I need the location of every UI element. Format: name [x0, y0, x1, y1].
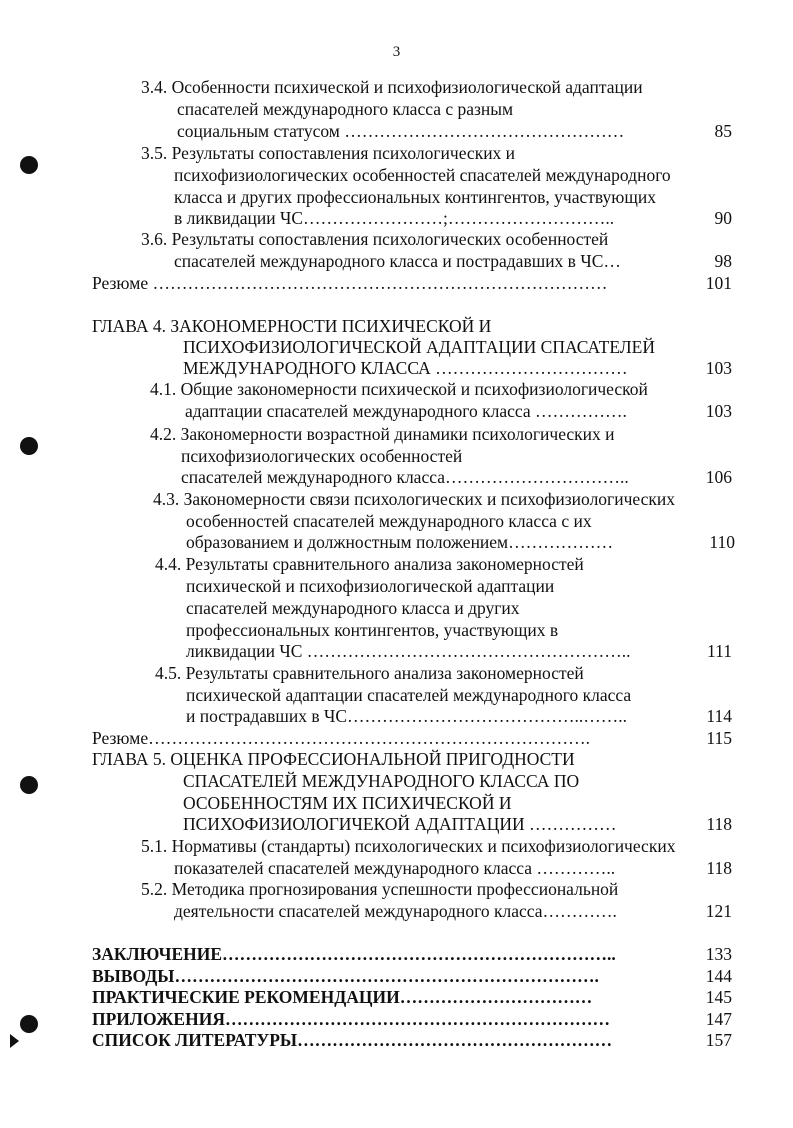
toc-entry-3-6-line-1: 3.6. Результаты сопоставления психологических особенностей	[141, 229, 609, 249]
binding-hole-partial	[10, 1034, 19, 1048]
toc-entry-recommendations: ПРАКТИЧЕСКИЕ РЕКОМЕНДАЦИИ……………………………	[92, 987, 593, 1007]
toc-chapter-4-line-2: ПСИХОФИЗИОЛОГИЧЕСКОЙ АДАПТАЦИИ СПАСАТЕЛЕЙ	[183, 337, 655, 357]
toc-chapter-4-line-1: ГЛАВА 4. ЗАКОНОМЕРНОСТИ ПСИХИЧЕСКОЙ И	[92, 316, 492, 336]
toc-entry-4-2-line-2: психофизиологических особенностей	[181, 446, 463, 466]
toc-entry-3-5-line-2: психофизиологических особенностей спасателей международного	[174, 165, 671, 185]
toc-entry-findings: ВЫВОДЫ……………………………………………………………….	[92, 966, 599, 986]
binding-hole-1	[20, 156, 38, 174]
toc-entry-3-5-line-3: класса и других профессиональных контингентов, участвующих	[174, 187, 656, 207]
toc-page-4-2: 106	[705, 467, 732, 487]
toc-entry-4-4-line-4: профессиональных контингентов, участвующих в	[186, 620, 559, 640]
toc-entry-4-4-line-5: ликвидации ЧС ………………………………………………..	[186, 641, 631, 661]
toc-entry-4-2-line-3: спасателей международного класса…………………………..	[181, 467, 629, 487]
toc-entry-3-5-line-4: в ликвидации ЧС……………………;………………………..	[174, 208, 615, 228]
toc-page-findings: 144	[705, 966, 732, 986]
toc-entry-5-2-line-1: 5.2. Методика прогнозирования успешности профессиональной	[141, 879, 619, 899]
toc-entry-5-1-line-1: 5.1. Нормативы (стандарты) психологических и психофизиологических	[141, 836, 676, 856]
toc-page-4-3: 110	[709, 532, 735, 552]
toc-chapter-5-line-4: ПСИХОФИЗИОЛОГИЧЕКОЙ АДАПТАЦИИ ……………	[183, 814, 617, 834]
toc-entry-4-5-line-2: психической адаптации спасателей международного класса	[186, 685, 632, 705]
toc-entry-3-5-line-1: 3.5. Результаты сопоставления психологических и	[141, 143, 516, 163]
toc-entry-4-3-line-1: 4.3. Закономерности связи психологических и психофизиологических	[153, 489, 675, 509]
toc-chapter-4-line-3: МЕЖДУНАРОДНОГО КЛАССА ……………………………	[183, 358, 628, 378]
toc-page-resume-3: 101	[705, 273, 732, 293]
toc-page-3-4: 85	[714, 121, 732, 141]
toc-entry-references: СПИСОК ЛИТЕРАТУРЫ………………………………………………	[92, 1030, 613, 1050]
toc-chapter-5-line-3: ОСОБЕННОСТЯМ ИХ ПСИХИЧЕСКОЙ И	[183, 793, 512, 813]
toc-page-5-2: 121	[705, 901, 732, 921]
toc-entry-4-5-line-3: и пострадавших в ЧС…………………………………..……..	[186, 706, 628, 726]
toc-entry-4-1-line-2: адаптации спасателей международного класса …………….	[185, 401, 627, 421]
toc-entry-3-4-line-1: 3.4. Особенности психической и психофизиологической адаптации	[141, 77, 643, 97]
toc-page-5-1: 118	[706, 858, 732, 878]
toc-entry-3-6-line-2: спасателей международного класса и пострадавших в ЧС…	[174, 251, 621, 271]
toc-entry-3-4-line-2: спасателей международного класса с разным	[177, 99, 514, 119]
toc-page-4-1: 103	[705, 401, 732, 421]
toc-page-4-5: 114	[706, 706, 732, 726]
toc-page-3-6: 98	[714, 251, 732, 271]
toc-entry-4-4-line-1: 4.4. Результаты сравнительного анализа закономерностей	[155, 554, 584, 574]
toc-page-chapter-4: 103	[705, 358, 732, 378]
toc-entry-resume-3: Резюме ……………………………………………………………………	[92, 273, 608, 293]
toc-chapter-5-line-2: СПАСАТЕЛЕЙ МЕЖДУНАРОДНОГО КЛАССА ПО	[183, 771, 580, 791]
toc-entry-resume-4: Резюме………………………………………………………………….	[92, 728, 590, 748]
toc-page-references: 157	[705, 1030, 732, 1050]
toc-chapter-5-line-1: ГЛАВА 5. ОЦЕНКА ПРОФЕССИОНАЛЬНОЙ ПРИГОДНОСТИ	[92, 749, 575, 769]
toc-entry-4-3-line-2: особенностей спасателей международного класса с их	[186, 511, 592, 531]
toc-entry-appendices: ПРИЛОЖЕНИЯ…………………………………………………………	[92, 1009, 610, 1029]
toc-page-appendices: 147	[705, 1009, 732, 1029]
toc-entry-5-1-line-2: показателей спасателей международного класса …………..	[174, 858, 616, 878]
toc-entry-conclusion: ЗАКЛЮЧЕНИЕ…………………………………………………………..	[92, 944, 616, 964]
page-number: 3	[392, 44, 401, 60]
toc-entry-5-2-line-2: деятельности спасателей международного класса………….	[174, 901, 617, 921]
toc-entry-4-5-line-1: 4.5. Результаты сравнительного анализа закономерностей	[155, 663, 584, 683]
toc-page-chapter-5: 118	[706, 814, 732, 834]
toc-page-resume-4: 115	[706, 728, 732, 748]
toc-entry-4-1-line-1: 4.1. Общие закономерности психической и психофизиологической	[150, 379, 648, 399]
toc-entry-3-4-line-3: социальным статусом …………………………………………	[177, 121, 625, 141]
toc-entry-4-4-line-2: психической и психофизиологической адаптации	[186, 576, 555, 596]
toc-page-conclusion: 133	[705, 944, 732, 964]
toc-entry-4-2-line-1: 4.2. Закономерности возрастной динамики психологических и	[150, 424, 615, 444]
binding-hole-3	[20, 776, 38, 794]
toc-page-4-4: 111	[707, 641, 732, 661]
binding-hole-2	[20, 437, 38, 455]
binding-hole-4	[20, 1015, 38, 1033]
toc-page-3-5: 90	[714, 208, 732, 228]
toc-entry-4-3-line-3: образованием и должностным положением………………	[186, 532, 614, 552]
toc-page-recommendations: 145	[705, 987, 732, 1007]
toc-entry-4-4-line-3: спасателей международного класса и других	[186, 598, 520, 618]
